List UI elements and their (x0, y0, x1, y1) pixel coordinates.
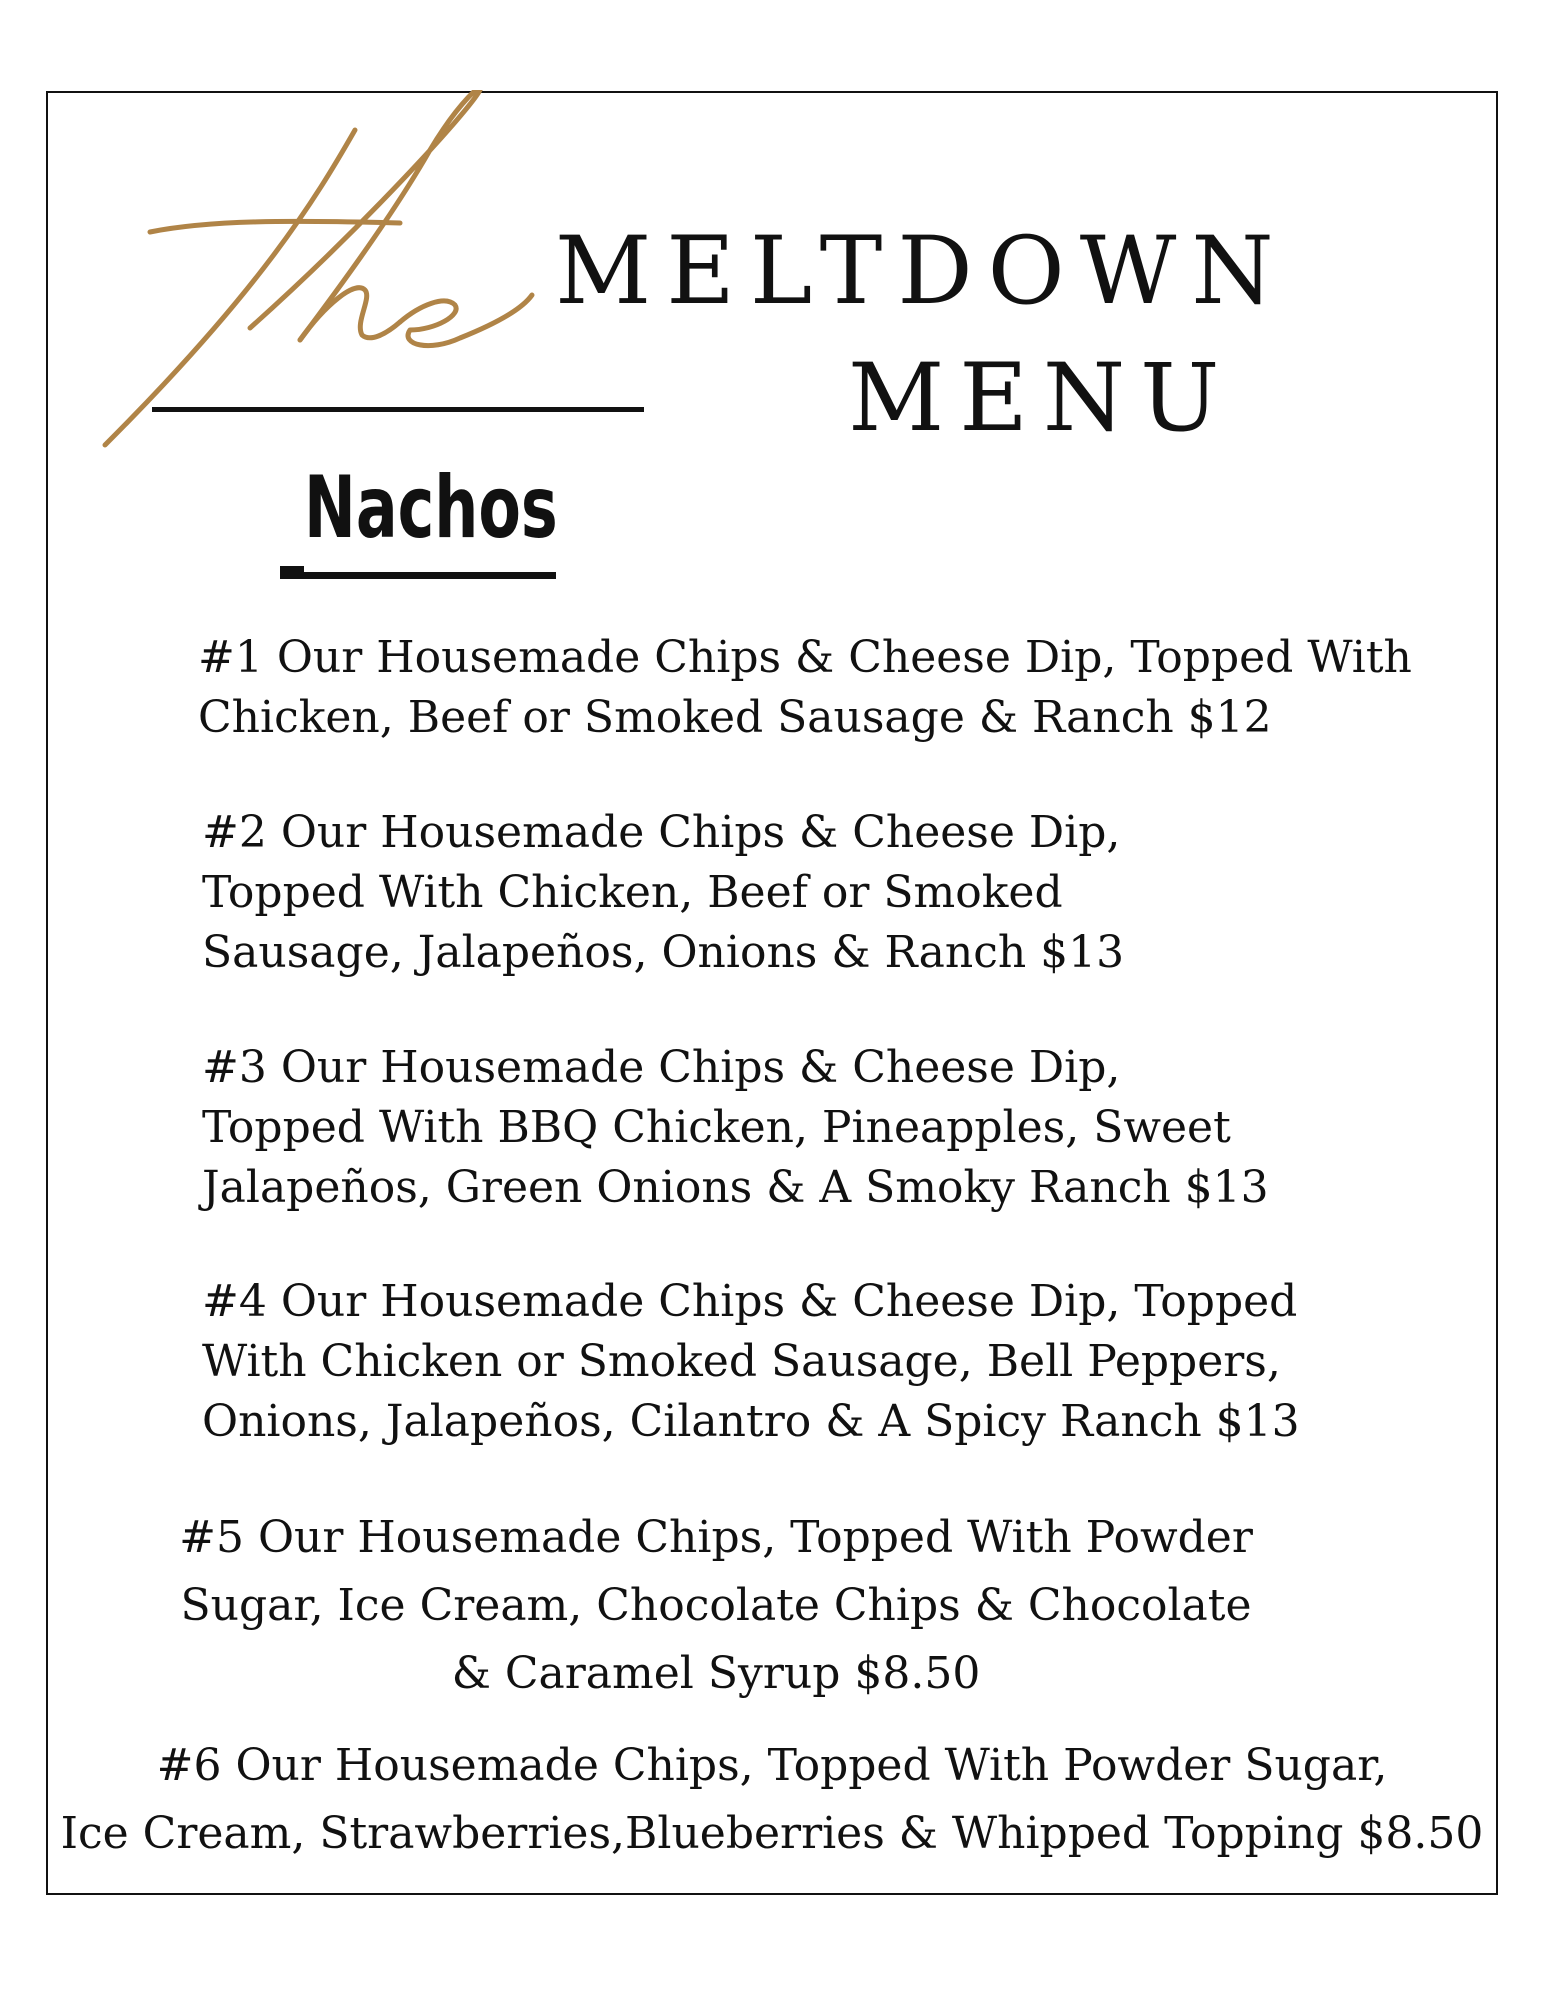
menu-item-5: #5 Our Housemade Chips, Topped With Powder Sugar, Ice Cream, Chocolate Chips & Chocolate & Caramel Syrup $8.50 (179, 1512, 1253, 1699)
menu-item-4: #4 Our Housemade Chips & Cheese Dip, Topped With Chicken or Smoked Sausage, Bell Peppers, Onions, Jalapeños, Cilantro & A Spicy Ranch $13 (202, 1276, 1300, 1447)
title-meltdown: MELTDOWN (555, 217, 1289, 326)
menu-item-2: #2 Our Housemade Chips & Cheese Dip, Topped With Chicken, Beef or Smoked Sausage, Jalapeños, Onions & Ranch $13 (202, 807, 1125, 978)
menu-item-1: #1 Our Housemade Chips & Cheese Dip, Topped With Chicken, Beef or Smoked Sausage & Ranch $12 (198, 632, 1412, 743)
heading-underline (280, 572, 556, 579)
title-menu: MENU (848, 344, 1235, 453)
script-the-logo (100, 90, 560, 460)
menu-item-6: #6 Our Housemade Chips, Topped With Powder Sugar, Ice Cream, Strawberries,Blueberries & Whipped Topping $8.50 (60, 1740, 1484, 1859)
title-divider-line (152, 407, 644, 412)
menu-item-3: #3 Our Housemade Chips & Cheese Dip, Topped With BBQ Chicken, Pineapples, Sweet Jalapeños, Green Onions & A Smoky Ranch $13 (202, 1042, 1269, 1213)
section-heading-nachos: Nachos (304, 458, 558, 558)
